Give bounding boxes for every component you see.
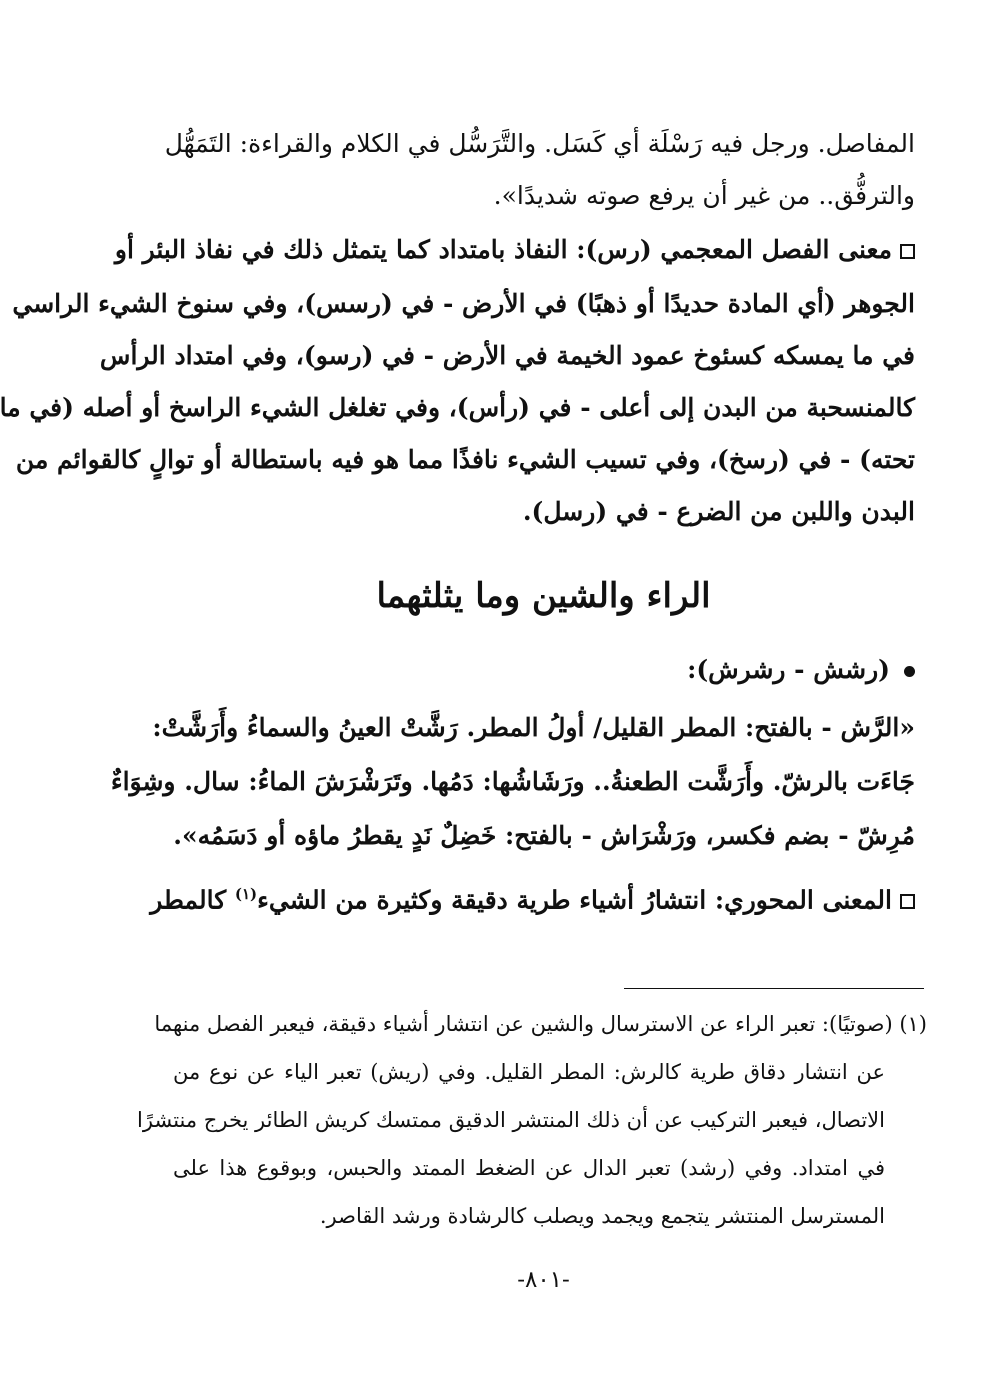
paragraph3-line-1: «الرَّش - بالفتح: المطر القليل/ أولُ المطر. رَشَّتْ العينُ والسماءُ وأَرَشَّتْ: xyxy=(152,713,915,742)
footnote-line-1: (١) (صوتيًا): تعبر الراء عن الاسترسال والشين عن انتشار أشياء دقيقة، فيعبر الفصل منهما xyxy=(154,1012,927,1036)
footnote-line-3: الاتصال، فيعبر التركيب عن أن ذلك المنتشر الدقيق ممتسك كريش الطائر يخرج منتشرًا xyxy=(137,1108,885,1132)
entry-title xyxy=(687,642,915,698)
page-number: -٨٠١- xyxy=(517,1267,570,1293)
paragraph2-line-6: البدن واللبن من الضرع - في (رسل). xyxy=(522,497,915,526)
paragraph3-line-2: جَاءَت بالرشّ. وأَرَشَّت الطعنةُ.. ورَشَاشُها: دَمُها. وتَرَشْرَشَ الماءُ: سال. وشِوَاءٌ xyxy=(110,767,915,796)
paragraph2-line-5: تحته) - في (رسخ)، وفي تسيب الشيء نافذًا مما هو فيه باستطالة أو توالٍ كالقوائم من xyxy=(15,445,915,474)
paragraph2-line-4: كالمنسحبة من البدن إلى أعلى - في (رأس)، وفي تغلغل الشيء الراسخ أو أصله (في ما xyxy=(0,393,915,422)
paragraph4-tail: كالمطر xyxy=(150,885,227,915)
footnote-reference: (١) xyxy=(234,885,258,903)
paragraph2-line-2: الجوهر (أي المادة حديدًا أو ذهبًا) في الأرض - في (رسس)، وفي سنوخ الشيء الراسي xyxy=(12,289,915,318)
paragraph1-line-2: والترفُّق.. من غير أن يرفع صوته شديدًا». xyxy=(493,181,915,210)
square-marker-icon xyxy=(900,894,915,909)
bullet-icon xyxy=(904,666,915,677)
footnote-line-4: في امتداد. وفي (رشد) تعبر الدال عن الضغط الممتد والحبس، وبوقوع هذا على xyxy=(173,1156,885,1180)
section-heading: الراء والشين وما يثلثهما xyxy=(376,576,711,616)
square-marker-icon xyxy=(900,244,915,259)
paragraph2-line-1-text: معنى الفصل المعجمي (رس): النفاذ بامتداد كما يتمثل ذلك في نفاذ البئر أو xyxy=(114,235,892,264)
paragraph1-line-1: المفاصل. ورجل فيه رَسْلَة أي كَسَل. والتَّرَسُّل في الكلام والقراءة: التَمَهُّل xyxy=(164,129,915,158)
paragraph3-line-3: مُرِشّ - بضم فكسر، ورَشْرَاش - بالفتح: خَضِلٌ نَدٍ يقطرُ ماؤه أو دَسَمُه». xyxy=(173,821,915,850)
footnote-separator xyxy=(624,988,924,989)
paragraph2-line-3: في ما يمسكه كسئوخ عمود الخيمة في الأرض - في (رسو)، وفي امتداد الرأس xyxy=(99,341,915,370)
footnote-line-2: عن انتشار دقاق طرية كالرش: المطر القليل. وفي (ريش) تعبر الياء عن نوع من xyxy=(173,1060,885,1084)
paragraph2-line-1 xyxy=(114,222,915,278)
entry-title-text: (رشش - رشرش): xyxy=(687,655,890,684)
paragraph4-lead: المعنى المحوري: انتشارُ أشياء طرية دقيقة وكثيرة من الشيء xyxy=(257,885,892,915)
paragraph4-line-1 xyxy=(150,866,915,928)
footnote-line-5: المسترسل المنتشر يتجمع ويجمد ويصلب كالرشادة ورشد القاصر. xyxy=(319,1204,885,1228)
